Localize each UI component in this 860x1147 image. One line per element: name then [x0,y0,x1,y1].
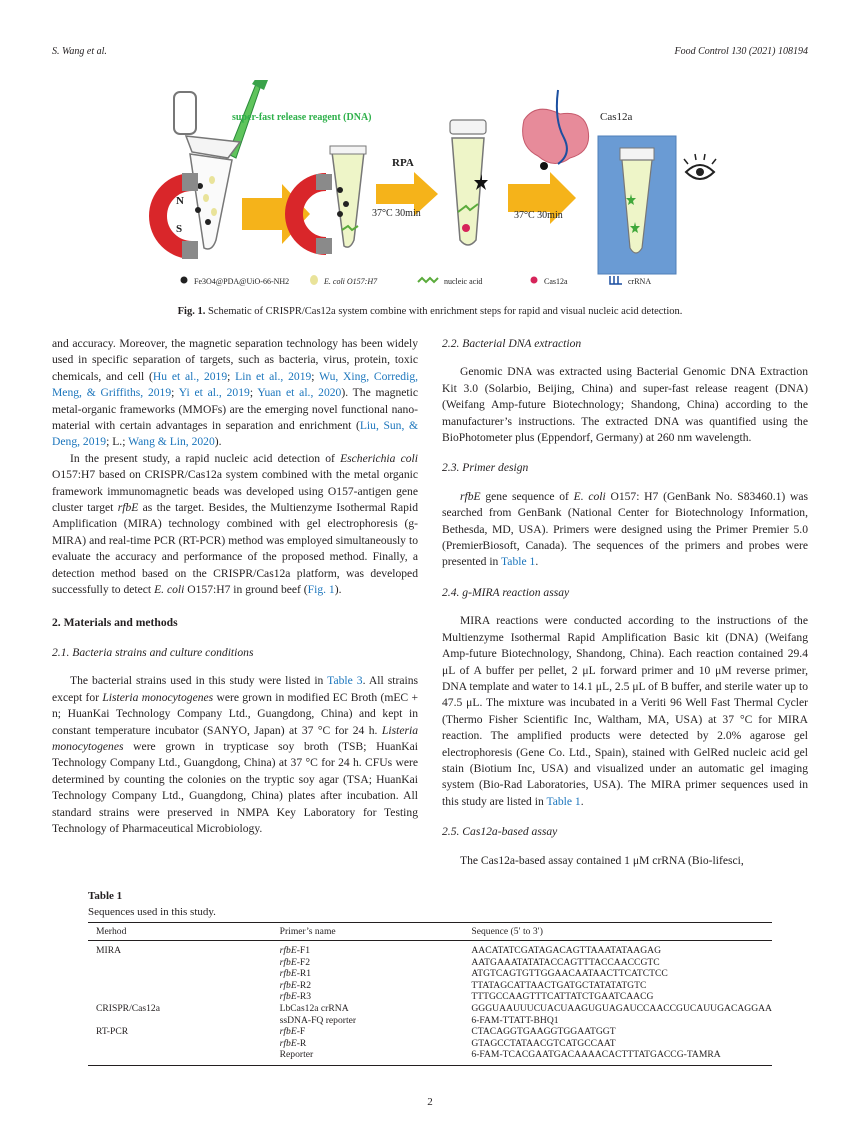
cell-method [88,1015,272,1027]
text: O157:H7 based on CRISPR/Cas12a system combined with the metal organic framework immunomagnetic beads was developed using O157-antigen gene cluster target [52,468,418,515]
detection-box [598,136,676,274]
cell-sequence: CTACAGGTGAAGGTGGAATGGT [471,1026,616,1038]
cell-primer [272,1049,464,1065]
cell-method [88,991,272,1003]
subsection-heading: 2.4. g-MIRA reaction assay [442,585,570,599]
left-column [52,336,418,837]
figure-1-schematic [140,80,720,290]
legend-cas12a: Cas12a [544,277,568,286]
cell-primer [272,1003,464,1015]
italic-term: Escherichia coli [340,451,418,465]
text: ; [171,386,179,400]
temp-2-label: 37°C 30min [514,210,563,221]
figure-caption [52,306,808,317]
text: . [580,794,584,808]
cell-method [88,1049,272,1065]
column-header-method: Merhod [88,923,272,941]
cell-primer [272,980,464,992]
table-row [88,1015,772,1027]
cell-primer [272,1038,464,1050]
italic-term: Listeria monocytogenes [52,723,418,753]
cell-sequence: TTTGCCAAGTTTCATTATCTGAATCAACG [471,991,654,1003]
citation-link[interactable]: Yuan et al., 2020 [257,386,342,400]
text: ; [311,369,320,383]
column-header-sequence: Sequence (5′ to 3′) [463,923,772,941]
table-row [88,1049,772,1065]
citation-link[interactable]: Lin et al., 2019 [235,369,312,383]
cell-method [88,980,272,992]
citation-link[interactable]: Hu et al., 2019 [152,369,228,383]
legend-nucleic: nucleic acid [444,277,483,286]
paragraph [52,451,418,599]
subsection-heading: 2.3. Primer design [442,461,529,475]
table-row [88,980,772,992]
table-link[interactable]: Table 3 [327,674,363,688]
gene-italic: rfbE [279,968,297,980]
table-subtitle: Sequences used in this study. [88,906,216,918]
table-link[interactable]: Table 1 [501,555,536,569]
table-row [88,1038,772,1050]
text: ). [214,435,222,449]
section-heading: 2. Materials and methods [52,615,178,629]
italic-term: rfbE [117,501,139,515]
cell-sequence: AATGAAATATATACCAGTTTACCAACCGTC [471,956,660,968]
italic-term: E. coli [154,583,185,597]
citation-link[interactable]: Liu, Sun, & Deng, 2019 [52,419,418,449]
gene-italic: rfbE [279,979,297,991]
page-number: 2 [427,1096,433,1108]
text: MIRA reactions were conducted according to the instructions of the Multienzyme Isothermal Rapid Amplification Basic kit (DNA) (Weifang Amp-future Biotechnology, Shandong, China). Each reaction contained 29.4 μL of A buffer per pellet, 2 μL forward primer and 10 μM reverse primer, DNA template and water to 14.1 μL, 2.5 μL of B buffer, and sterile water up to 47.5 μL. The mixture was incubated in a Veriti 96 Well Fast Thermal Cycler (Thermo Fisher Scientific Inc, Waltham, MA, USA) at 37 °C for MIRA reaction. The amplified products were detected by 2.0% agarose gel electrophoresis (Gene Co. Ltd., Spain), stained with GelRed nucleic acid gel stain (Biotium Inc, USA) and visualized under an automatic gel imaging system (Bio-Rad Laboratories, USA). The MIRA primer sequences used in this study are listed in [442,614,808,808]
text: . All strains except for [52,674,419,704]
gene-italic: rfbE [279,991,297,1003]
cas12a-label: Cas12a [600,111,633,123]
cell-method: CRISPR/Cas12a [96,1002,160,1014]
sequence-table [88,922,772,1066]
text: O157:H7 in ground beef ( [184,583,308,597]
primer-suffix: -R3 [296,991,312,1003]
text: . [535,555,539,569]
cell-sequence: GTAGCCTATAACGTCATGCCAAT [471,1037,616,1049]
cell-primer [272,968,464,980]
primer-suffix: Reporter [279,1049,314,1061]
paragraph: The Cas12a-based assay contained 1 μM crRNA (Bio-lifesci, [460,853,744,867]
italic-term: Listeria monocytogenes [102,690,214,704]
text: O157: H7 (GenBank No. S83460.1) was searched from GenBank (National Center for Biotechnology Information, Bethesda, MD, USA). Primers were designed using the Primer Premier 5.0 (PremierBiosoft, Canada). The sequences of the primers and probes were presented in [442,489,809,569]
table-link[interactable]: Table 1 [546,794,581,808]
figure-caption-text: Schematic of CRISPR/Cas12a system combine with enrichment steps for rapid and visual nucleic acid detection. [205,306,683,317]
reagent-label: super-fast release reagent (DNA) [232,112,372,123]
subsection-heading: 2.2. Bacterial DNA extraction [442,337,582,350]
cell-primer [272,957,464,969]
gene-italic: rfbE [279,945,297,956]
running-header-journal: Food Control 130 (2021) 108194 [674,46,808,57]
text: gene sequence of [480,489,574,503]
text: were grown in modified EC Broth (mEC + n; HuanKai Technology Company Ltd., Guangdong, China) and kept in constant temperature incubator (SANYO, Japan) at 37 °C for 24 h. [52,690,418,737]
rpa-label: RPA [392,157,414,169]
paragraph: Genomic DNA was extracted using Bacterial Genomic DNA Extraction Kit 3.0 (Solarbio, Beijing, China) and super-fast release reagent (DNA) (Weifang Amp-future Biotechnology; Shandong, China) according to the manufacturer’s instructions. The extracted DNA was quantified using the BioPhotometer plus (Eppendorf, Germany) at 260 nm wavelength. [442,365,808,445]
table-title: Table 1 [88,890,123,902]
table-row [88,1026,772,1038]
text: as the target. Besides, the Multienzyme Isothermal Rapid Amplification (MIRA) technology combined with gel electrophoresis (g-MIRA) and real-time PCR (RT-PCR) method was employed simultaneously to evaluate the accuracy and performance of the proposed method. Finally, a detection method based on the CRISPR/Cas12a platform, was developed successfully to detect [52,501,418,597]
paragraph [52,336,418,451]
cell-primer [272,1026,464,1038]
citation-link[interactable]: Wu, Xing, Corredig, Meng, & Griffiths, 2019 [52,369,419,400]
citation-link[interactable]: Wang & Lin, 2020 [128,435,215,449]
column-header-primer: Primer’s name [272,923,464,941]
cell-sequence: GGGUAAUUUCUACUAAGUGUAGAUCCAACCGUCAUUGACAGGAA [471,1002,772,1014]
cell-primer [272,941,464,957]
primer-suffix: -F [296,1026,306,1038]
legend-ecoli: E. coli O157:H7 [324,277,378,286]
cell-method: RT-PCR [96,1026,129,1038]
text: ). [334,583,342,597]
table-row [88,991,772,1003]
cell-sequence: TTATAGCATTAACTGATGCTATATATGTC [471,979,647,991]
paragraph [52,673,418,837]
legend-beads: Fe3O4@PDA@UiO-66-NH2 [194,277,290,286]
primer-suffix: -F2 [296,956,311,968]
paragraph [442,613,808,810]
magnet-n-label: N [176,195,184,207]
table-row [88,968,772,980]
cell-sequence: 6-FAM-TCACGAATGACAAAACACTTTATGACCG-TAMRA [463,1049,772,1065]
table-row [88,1003,772,1015]
cell-sequence: 6-FAM-TTATT-BHQ1 [471,1014,559,1026]
primer-suffix: -R1 [296,968,312,980]
primer-suffix: -F1 [296,945,311,956]
primer-suffix: -R [296,1037,307,1049]
citation-link[interactable]: Yi et al., 2019 [178,386,250,400]
cell-method [88,968,272,980]
cell-method: MIRA [96,945,122,956]
temp-1-label: 37°C 30min [372,208,421,219]
text: were grown in trypticase soy broth (TSB; HuanKai Technology Company Ltd., Guangdong, China) at 37 °C for 24 h. CFUs were determined by counting the colonies on the tryptic soy agar (TSA; HuanKai Technology Company Ltd., Guangdong, China) plates after incubation. All standard strains were preserved in NMPA Key Laboratory for Testing Technology of Pharmaceutical Microbiology. [52,739,418,835]
gene-italic: rfbE [279,956,297,968]
gene-italic: rfbE [279,1026,297,1038]
cell-method [88,957,272,969]
text: ; [249,386,258,400]
paragraph [442,489,808,571]
cell-primer [272,1015,464,1027]
table-header-row [88,923,772,941]
table-row [88,957,772,969]
legend-crrna: crRNA [628,277,652,286]
cell-primer [272,991,464,1003]
italic-term: E. coli [573,489,606,503]
table-row [88,941,772,957]
text: ). The magnetic metal-organic frameworks (MMOFs) are the emerging novel functional nano-material with certain advantages in separation and enrichment ( [52,386,418,433]
cell-sequence: ATGTCAGTGTTGGAACAATAACTTCATCTCC [471,968,668,980]
subsection-heading: 2.1. Bacteria strains and culture conditions [52,645,254,659]
cell-method [88,1038,272,1050]
magnet-s-label: S [176,223,183,235]
text: ; [227,369,236,383]
text: ; L.; [106,435,129,449]
italic-term: rfbE [460,489,481,503]
subsection-heading: 2.5. Cas12a-based assay [442,825,558,839]
right-column [442,336,808,869]
text: The bacterial strains used in this study were listed in [70,674,328,688]
cell-sequence: AACATATCGATAGACAGTTAAATATAAGAG [471,945,661,956]
primer-suffix: -R2 [296,979,312,991]
gene-italic: rfbE [279,1037,297,1049]
text: In the present study, a rapid nucleic acid detection of [70,451,341,465]
figure-link[interactable]: Fig. 1 [307,583,335,597]
text: and accuracy. Moreover, the magnetic separation technology has been widely used in specific separation of targets, such as bacteria, virus, protein, toxic chemicals, and cell ( [52,337,418,383]
running-header-authors: S. Wang et al. [52,46,107,57]
figure-caption-label: Fig. 1. [177,306,206,317]
primer-suffix: LbCas12a crRNA [279,1002,349,1014]
primer-suffix: ssDNA-FQ reporter [279,1014,357,1026]
